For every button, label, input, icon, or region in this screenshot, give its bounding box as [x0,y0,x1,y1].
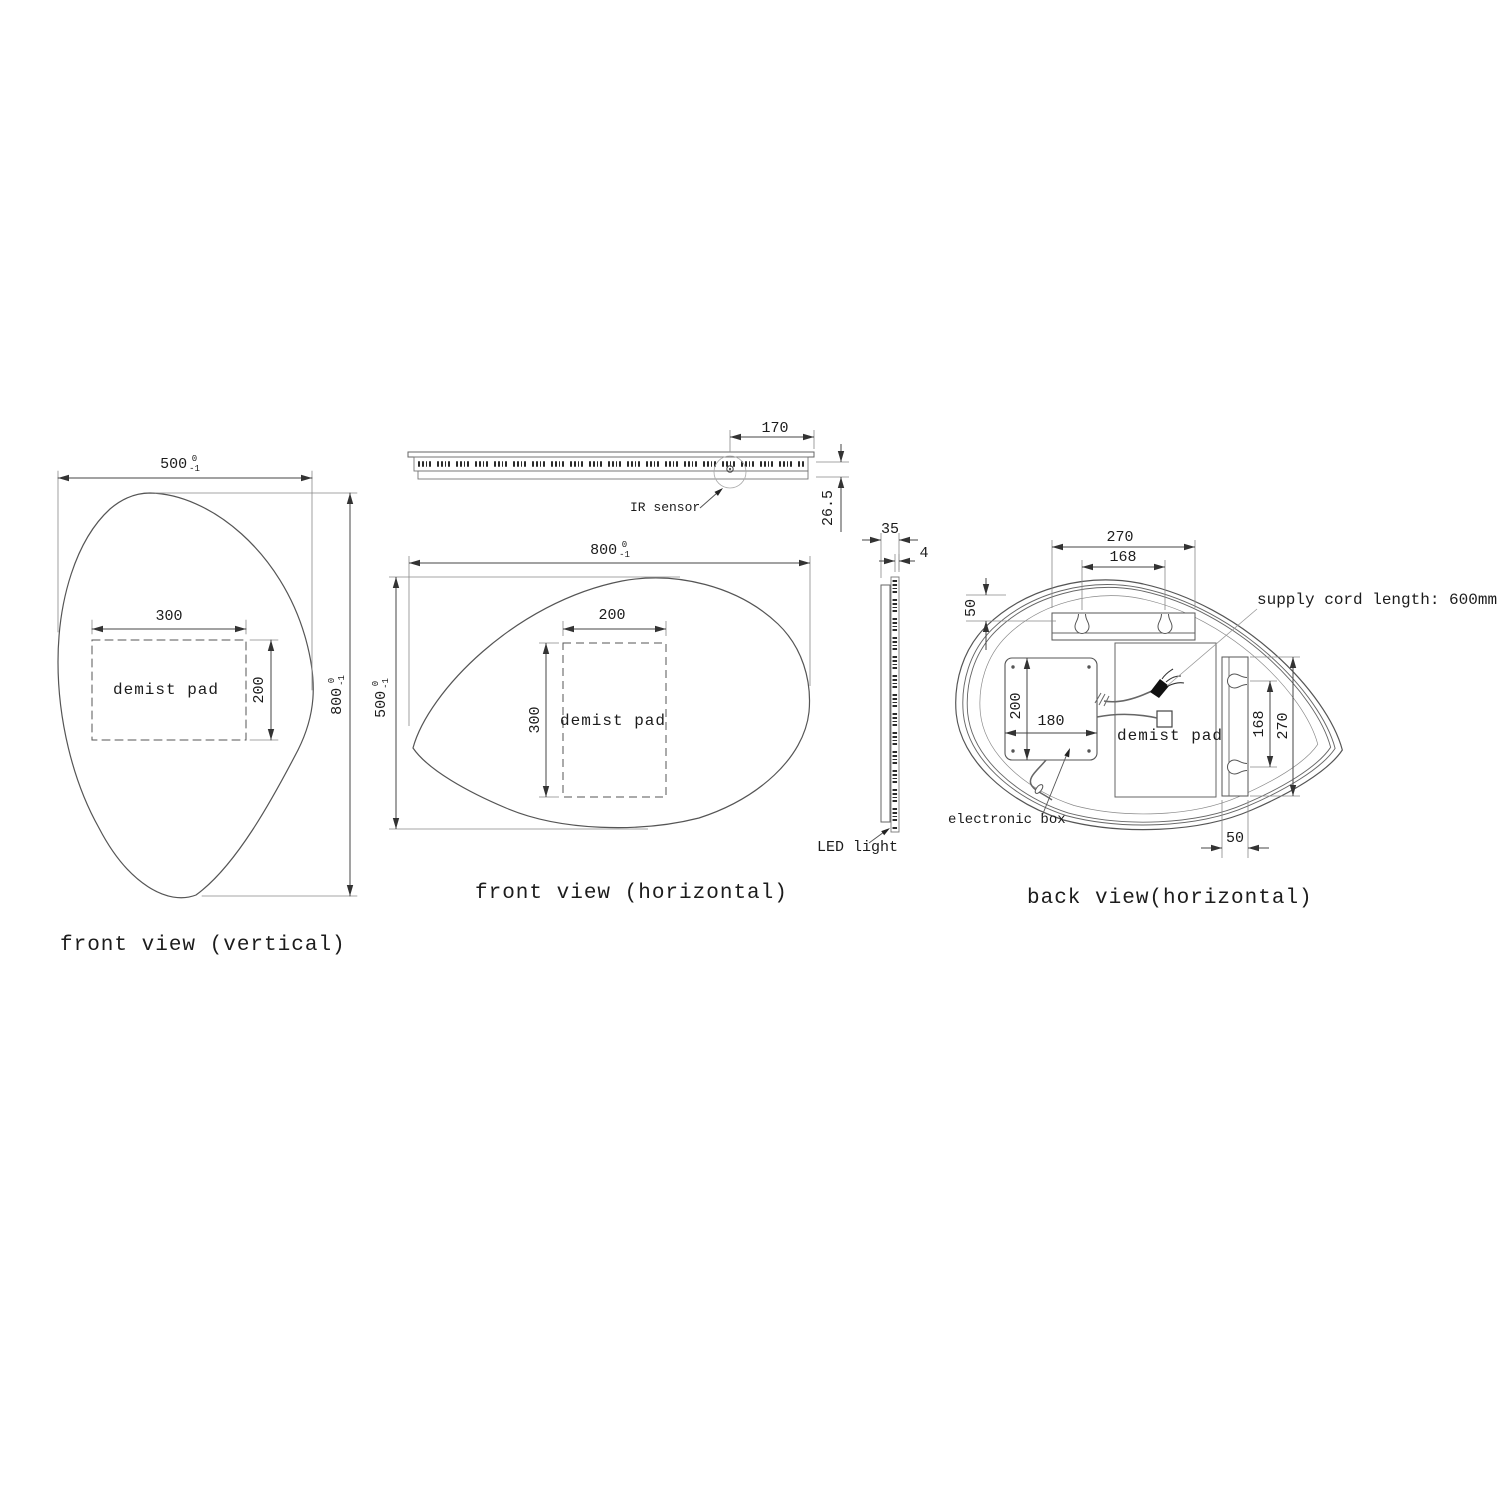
bracket-top [1052,613,1195,640]
dim-pad-height-horizontal: 300 [526,706,544,734]
dim-bracket-right-height: 270 [1274,712,1292,740]
demist-pad-label-vertical: demist pad [112,681,219,699]
demist-pad-label-horizontal: demist pad [559,712,666,730]
top-view [408,430,849,532]
dim-offset-bottom: 50 [1225,830,1244,847]
dim-box-height: 200 [1007,692,1025,720]
ir-sensor-label: IR sensor [630,500,701,515]
dim-offset-top: 50 [962,599,980,618]
dim-width-vertical: 500 0 -1 [160,454,200,475]
dim-pad-width-horizontal: 200 [598,607,626,624]
dim-pad-height-vertical: 200 [250,676,268,704]
dim-box-width: 180 [1037,713,1065,730]
pad-connector [1157,711,1172,727]
cord-clip [1034,783,1045,794]
dim-pad-width-vertical: 300 [155,608,183,625]
glass-edge [408,452,814,457]
dim-thickness: 26.5 [819,490,837,527]
dim-bracket-top-holes: 168 [1109,549,1137,566]
led-leader-arrow [881,828,890,835]
side-body [881,585,890,822]
led-light-label: LED light [817,839,899,856]
electronic-box-label: electronic box [948,812,1066,828]
tray [418,471,808,479]
side-view [862,533,918,843]
front-horizontal-view [389,556,810,829]
dim-height-vertical: 800 0 -1 [326,675,347,715]
front-vertical-title: front view (vertical) [60,934,346,957]
dim-bracket-right-holes: 168 [1250,710,1268,738]
front-horizontal-title: front view (horizontal) [475,882,788,905]
dim-bracket-top-width: 270 [1106,529,1134,546]
dim-glass: 4 [919,545,929,562]
back-view-title: back view(horizontal) [1027,887,1313,910]
dim-width-horizontal: 800 0 -1 [590,540,630,561]
box-cord [1030,760,1052,800]
supply-cord-label: supply cord length: 600mm [1257,591,1498,609]
dim-sensor-offset: 170 [761,420,789,437]
demist-pad-label-back: demist pad [1116,727,1223,745]
led-board [414,457,808,471]
dim-height-horizontal: 500 0 -1 [370,678,391,718]
dim-depth: 35 [880,521,899,538]
